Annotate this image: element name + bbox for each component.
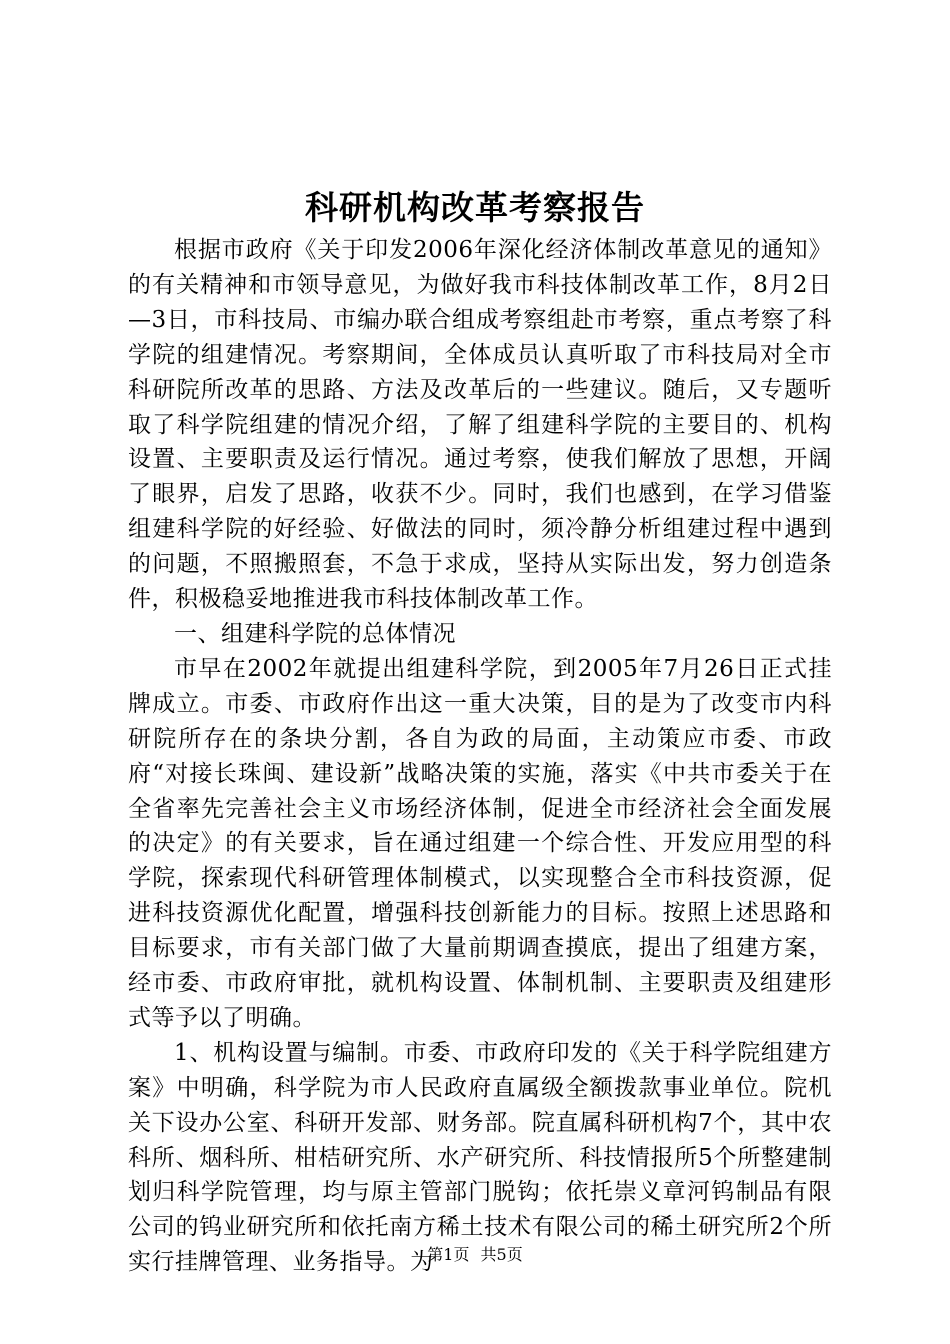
overview-paragraph: 市早在2002年就提出组建科学院，到2005年7月26日正式挂牌成立。市委、市政府作出这一重大决策，目的是为了改变市内科研院所存在的条块分割，各自为政的局面，主动策应市委、市政府“对接长珠闽、建设新”战略决策的实施，落实《中共市委关于在全省率先完善社会主义市场经济体制，促进全市经济社会全面发展的决定》的有关要求，旨在通过组建一个综合性、开发应用型的科学院，探索现代科研管理体制模式，以实现整合全市科技资源，促进科技资源优化配置，增强科技创新能力的目标。按照上述思路和目标要求，市有关部门做了大量前期调查摸底，提出了组建方案，经市委、市政府审批，就机构设置、体制机制、主要职责及组建形式等予以了明确。: [128, 655, 832, 1031]
document-body: [128, 233, 832, 1280]
document-title: 科研机构改革考察报告: [305, 188, 645, 227]
organization-paragraph: 1、机构设置与编制。市委、市政府印发的《关于科学院组建方案》中明确，科学院为市人民政府直属级全额拨款事业单位。院机关下设办公室、科研开发部、财务部。院直属科研机构7个，其中农科所、烟科所、柑桔研究所、水产研究所、科技情报所5个所整建制划归科学院管理，均与原主管部门脱钩；依托崇义章河钨制品有限公司的钨业研究所和依托南方稀土技术有限公司的稀土研究所2个所实行挂牌管理、业务指导。为: [128, 1039, 832, 1276]
page-number: 第1页: [427, 1245, 470, 1264]
section-heading: 一、组建科学院的总体情况: [174, 620, 456, 647]
intro-paragraph: 根据市政府《关于印发2006年深化经济体制改革意见的通知》的有关精神和市领导意见，为做好我市科技体制改革工作，8月2日—3日，市科技局、市编办联合组成考察组赴市考察，重点考察了科学院的组建情况。考察期间，全体成员认真听取了市科技局对全市科研院所改革的思路、方法及改革后的一些建议。随后，又专题听取了科学院组建的情况介绍，了解了组建科学院的主要目的、机构设置、主要职责及运行情况。通过考察，使我们解放了思想，开阔了眼界，启发了思路，收获不少。同时，我们也感到，在学习借鉴组建科学院的好经验、好做法的同时，须冷静分析组建过程中遇到的问题，不照搬照套，不急于求成，坚持从实际出发，努力创造条件，积极稳妥地推进我市科技体制改革工作。: [128, 237, 832, 613]
page-total: 共5页: [480, 1245, 523, 1264]
page-footer: [0, 1243, 950, 1267]
